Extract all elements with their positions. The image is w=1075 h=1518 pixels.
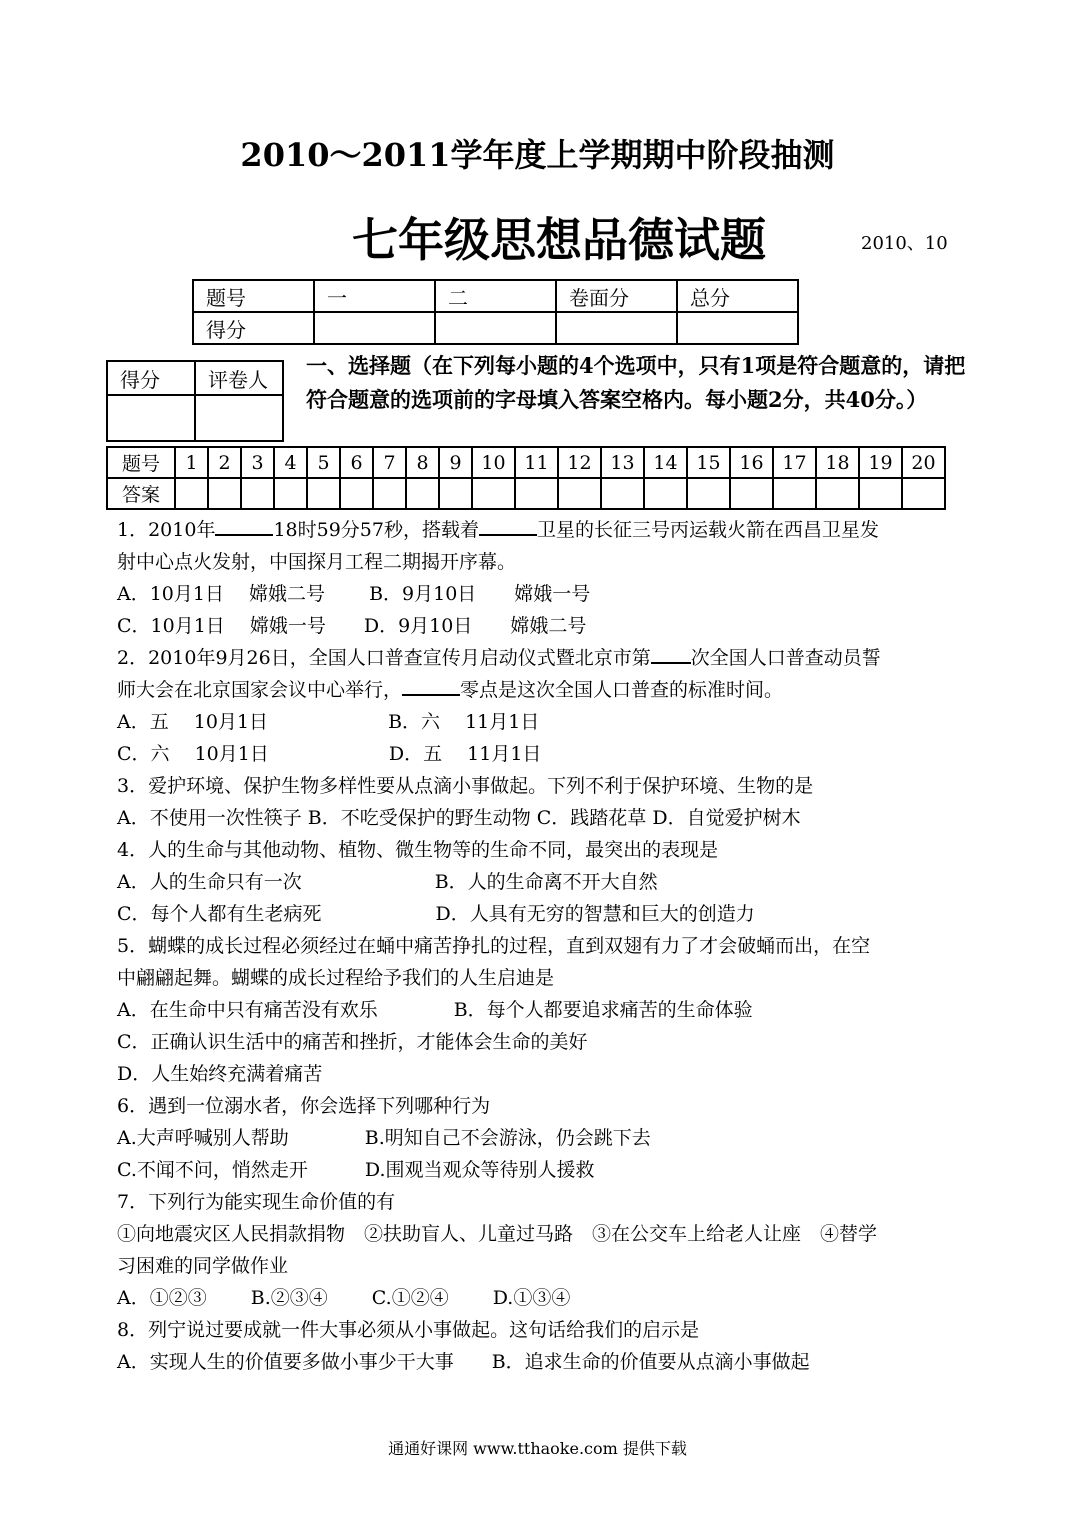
question-number-cell: 4: [274, 447, 307, 478]
question-number-cell: 20: [902, 447, 945, 478]
option-line: A.大声呼喊别人帮助 B.明知自己不会游泳，仍会跳下去: [117, 1127, 651, 1149]
exam-title-line2: 七年级思想品德试题: [352, 213, 766, 267]
question-8: 8．列宁说过要成就一件大事必须从小事做起。这句话给我们的启示是: [117, 1319, 700, 1341]
question-number-cell: 12: [558, 447, 601, 478]
answer-cell[interactable]: [773, 478, 816, 509]
option-line: A．实现人生的价值要多做小事少干大事 B．追求生命的价值要从点滴小事做起: [117, 1351, 810, 1373]
answer-cell[interactable]: [730, 478, 773, 509]
grader-table: [106, 360, 284, 442]
option-line: A．不使用一次性筷子 B．不吃受保护的野生动物 C．践踏花草 D．自觉爱护树木: [117, 807, 801, 829]
answer-cell[interactable]: [558, 478, 601, 509]
answer-cell[interactable]: [859, 478, 902, 509]
question-number-cell: 13: [601, 447, 644, 478]
question-number-cell: 2: [208, 447, 241, 478]
option-line: A．人的生命只有一次 B．人的生命离不开大自然: [117, 871, 658, 893]
table-row: [107, 395, 283, 441]
section-instructions: 一、选择题（在下列每小题的4个选项中，只有1项是符合题意的，请把符合题意的选项前的字母填入答案空格内。每小题2分，共40分。）: [306, 353, 966, 412]
question-number-cell: 5: [307, 447, 340, 478]
answer-cell[interactable]: [515, 478, 558, 509]
question-number-cell: 19: [859, 447, 902, 478]
question-text: 射中心点火发射，中国探月工程二期揭开序幕。: [117, 551, 517, 573]
question-number-cell: 6: [340, 447, 373, 478]
answer-cell[interactable]: [439, 478, 472, 509]
question-number-cell: 18: [816, 447, 859, 478]
question-text: 卫星的长征三号丙运载火箭在西昌卫星发: [536, 519, 879, 541]
score-field[interactable]: [435, 312, 556, 344]
option-line: C．每个人都有生老病死 D．人具有无穷的智慧和巨大的创造力: [117, 903, 755, 925]
score-field[interactable]: [556, 312, 677, 344]
answer-cell[interactable]: [307, 478, 340, 509]
question-5: 5．蝴蝶的成长过程必须经过在蛹中痛苦挣扎的过程，直到双翅有力了才会破蛹而出，在空: [117, 935, 871, 957]
answer-cell[interactable]: [241, 478, 274, 509]
answer-cell[interactable]: [816, 478, 859, 509]
grader-field[interactable]: [195, 395, 283, 441]
score-summary-table: [192, 279, 799, 345]
answer-table: [106, 446, 946, 510]
table-cell: 卷面分: [556, 280, 677, 312]
question-number-cell: 14: [644, 447, 687, 478]
table-cell: 得分: [193, 312, 314, 344]
score-field[interactable]: [314, 312, 435, 344]
answer-cell[interactable]: [373, 478, 406, 509]
table-cell: 一: [314, 280, 435, 312]
option-line: C．六 10月1日 D．五 11月1日: [117, 743, 542, 765]
exam-date: 2010、10: [861, 233, 948, 254]
option-line: C.不闻不问，悄然走开 D.围观当观众等待别人援救: [117, 1159, 595, 1181]
question-number-cell: 15: [687, 447, 730, 478]
table-row: [107, 361, 283, 395]
answer-cell[interactable]: [274, 478, 307, 509]
answer-blank[interactable]: [479, 514, 537, 536]
answer-cell[interactable]: [340, 478, 373, 509]
question-number-cell: 8: [406, 447, 439, 478]
footer-text: 通通好课网 www.tthaoke.com 提供下载: [388, 1439, 687, 1458]
question-number-cell: 11: [515, 447, 558, 478]
table-cell: 答案: [107, 478, 175, 509]
table-cell: 二: [435, 280, 556, 312]
score-field[interactable]: [677, 312, 798, 344]
question-2: [117, 642, 967, 674]
table-cell: 评卷人: [195, 361, 283, 395]
question-number-cell: 17: [773, 447, 816, 478]
question-number-cell: 7: [373, 447, 406, 478]
table-cell: 得分: [107, 361, 195, 395]
answer-cell[interactable]: [644, 478, 687, 509]
answer-cell[interactable]: [601, 478, 644, 509]
answer-blank[interactable]: [215, 514, 273, 536]
question-1: [117, 514, 967, 546]
question-number-cell: 3: [241, 447, 274, 478]
table-row: [107, 447, 945, 478]
option-line: D．人生始终充满着痛苦: [117, 1063, 323, 1085]
question-text: 18时59分57秒，搭载着: [273, 519, 479, 541]
answer-cell[interactable]: [902, 478, 945, 509]
option-line: C．正确认识生活中的痛苦和挫折，才能体会生命的美好: [117, 1031, 588, 1053]
table-row: [107, 478, 945, 509]
option-line: A．①②③ B.②③④ C.①②④ D.①③④: [117, 1287, 571, 1309]
answer-cell[interactable]: [406, 478, 439, 509]
question-text: 2．2010年9月26日，全国人口普查宣传月启动仪式暨北京市第: [117, 647, 651, 669]
question-number-cell: 10: [472, 447, 515, 478]
table-row: [193, 312, 798, 344]
answer-cell[interactable]: [208, 478, 241, 509]
question-number-cell: 9: [439, 447, 472, 478]
question-7: 7．下列行为能实现生命价值的有: [117, 1191, 396, 1213]
question-text: 师大会在北京国家会议中心举行，: [117, 679, 403, 701]
question-text: 零点是这次全国人口普查的标准时间。: [460, 679, 784, 701]
answer-blank[interactable]: [651, 642, 691, 664]
table-cell: 题号: [107, 447, 175, 478]
answer-cell[interactable]: [472, 478, 515, 509]
option-line: A．五 10月1日 B．六 11月1日: [117, 711, 540, 733]
question-3: 3．爱护环境、保护生物多样性要从点滴小事做起。下列不利于保护环境、生物的是: [117, 775, 814, 797]
exam-title-line1: 2010～2011学年度上学期期中阶段抽测: [240, 136, 835, 174]
option-line: A．在生命中只有痛苦没有欢乐 B．每个人都要追求痛苦的生命体验: [117, 999, 753, 1021]
question-number-cell: 16: [730, 447, 773, 478]
table-cell: 总分: [677, 280, 798, 312]
question-text: 习困难的同学做作业: [117, 1255, 289, 1277]
question-text: 1．2010年: [117, 519, 216, 541]
question-text: 中翩翩起舞。蝴蝶的成长过程给予我们的人生启迪是: [117, 967, 555, 989]
table-cell: 题号: [193, 280, 314, 312]
question-text: 次全国人口普查动员誓: [690, 647, 881, 669]
option-line: C．10月1日 嫦娥一号 D．9月10日 嫦娥二号: [117, 615, 587, 637]
answer-blank[interactable]: [402, 674, 460, 696]
question-4: 4．人的生命与其他动物、植物、微生物等的生命不同，最突出的表现是: [117, 839, 719, 861]
answer-cell[interactable]: [687, 478, 730, 509]
question-6: 6．遇到一位溺水者，你会选择下列哪种行为: [117, 1095, 491, 1117]
table-row: [193, 280, 798, 312]
answer-cell[interactable]: [175, 478, 208, 509]
question-2-cont: [117, 674, 967, 706]
question-text: ①向地震灾区人民捐款捐物 ②扶助盲人、儿童过马路 ③在公交车上给老人让座 ④替学: [117, 1223, 878, 1245]
question-number-cell: 1: [175, 447, 208, 478]
score-field[interactable]: [107, 395, 195, 441]
option-line: A．10月1日 嫦娥二号 B．9月10日 嫦娥一号: [117, 583, 591, 605]
